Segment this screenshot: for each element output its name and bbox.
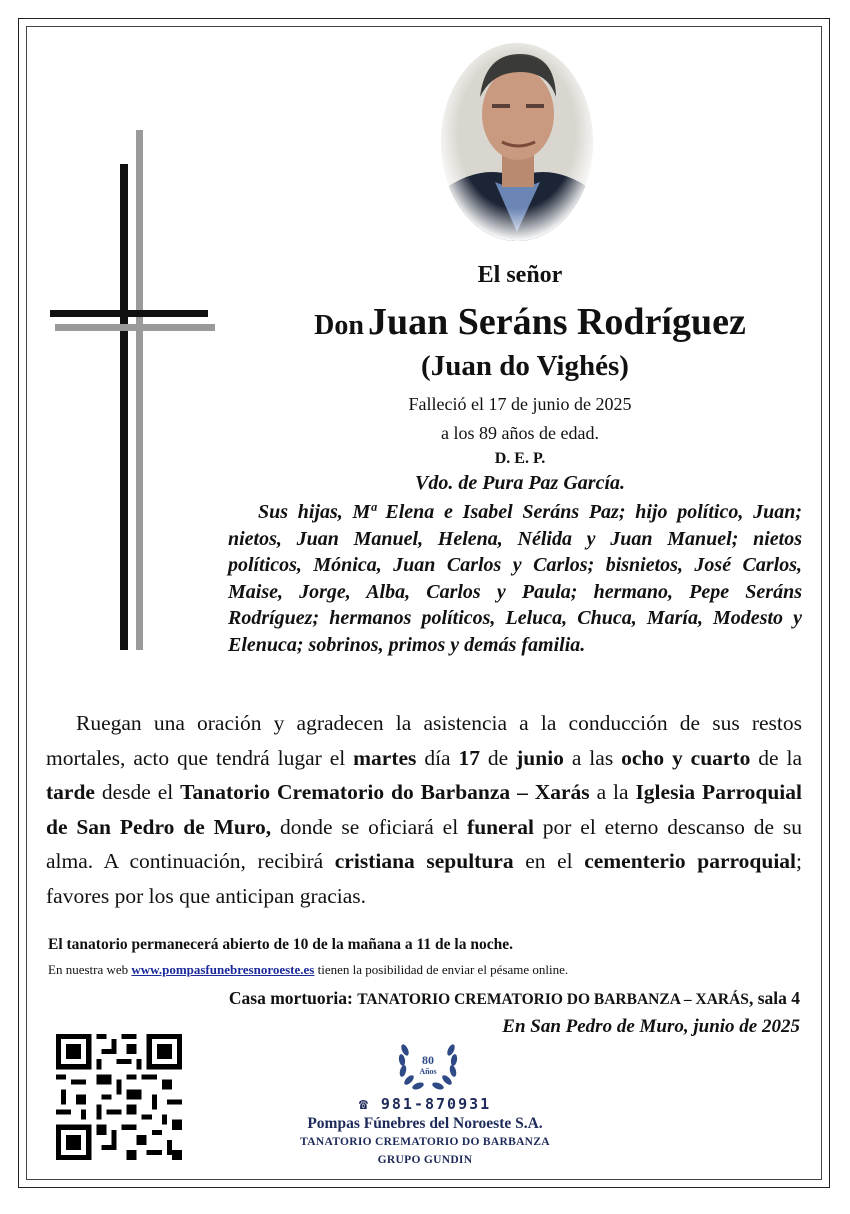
nickname: (Juan do Vighés): [421, 350, 629, 382]
anniversary-logo: [395, 1040, 461, 1092]
phone-number: 981-870931: [380, 1095, 492, 1113]
widower-text: Vdo. de Pura Paz García.: [415, 472, 625, 494]
age-text: a los 89 años de edad.: [441, 423, 599, 443]
phone-icon: ☎: [358, 1095, 381, 1113]
tanatorio-name: TANATORIO CREMATORIO DO BARBANZA: [300, 1136, 550, 1148]
logo-word: Años: [419, 1067, 437, 1076]
death-date: Falleció el 17 de junio de 2025: [408, 394, 632, 414]
ceremony-notice: Ruegan una oración y agradecen la asistencia a la conducción de sus restos mortales, acto que tendrá lugar el martes día 17 de junio a las ocho y cuarto de la tarde desde el Tanatorio Crematorio do Barbanza – Xarás a la Iglesia Parroquial de San Pedro de Muro, donde se oficiará el funeral por el eterno descanso de su alma. A continuación, recibirá cristiana sepultura en el cementerio parroquial; favores por los que anticipan gracias.: [46, 711, 803, 908]
phone-line: [300, 1095, 550, 1113]
intro-text: El señor: [477, 262, 563, 288]
web-note: En nuestra web www.pompasfunebresnoroeste.es tienen la posibilidad de enviar el pésame online.: [48, 962, 569, 977]
opening-hours: El tanatorio permanecerá abierto de 10 de la mañana a 11 de la noche.: [48, 936, 513, 953]
company-name: Pompas Fúnebres del Noroeste S.A.: [307, 1115, 543, 1132]
logo-number: 80: [422, 1053, 434, 1067]
name-prefix: Don: [314, 310, 364, 341]
deceased-name-line: [230, 300, 830, 344]
group-name: GRUPO GUNDIN: [377, 1154, 473, 1166]
place-date: En San Pedro de Muro, junio de 2025: [502, 1016, 800, 1037]
family-paragraph: Sus hijas, Mª Elena e Isabel Seráns Paz; hijo político, Juan; nietos, Juan Manuel, Helena, Nélida y Juan Manuel; nietos políticos, Mónica, Juan Carlos y Carlos; bisnietos, José Carlos, Maise, Jorge, Alba, Carlos y Paula; hermano, Pepe Seráns Rodríguez; hermanos políticos, Leluca, Chuca, María, Modesto y Elenuca; sobrinos, primos y demás familia.: [228, 501, 802, 656]
rip-text: D. E. P.: [494, 450, 546, 467]
deceased-portrait: [440, 42, 595, 242]
website-link[interactable]: www.pompasfunebresnoroeste.es: [131, 962, 315, 977]
qr-code[interactable]: [56, 1034, 182, 1160]
cross-icon: [50, 130, 215, 650]
deceased-name: Juan Seráns Rodríguez: [367, 301, 746, 343]
funeral-home-line: Casa mortuoria: TANATORIO CREMATORIO DO BARBANZA – XARÁS, sala 4: [228, 988, 800, 1008]
